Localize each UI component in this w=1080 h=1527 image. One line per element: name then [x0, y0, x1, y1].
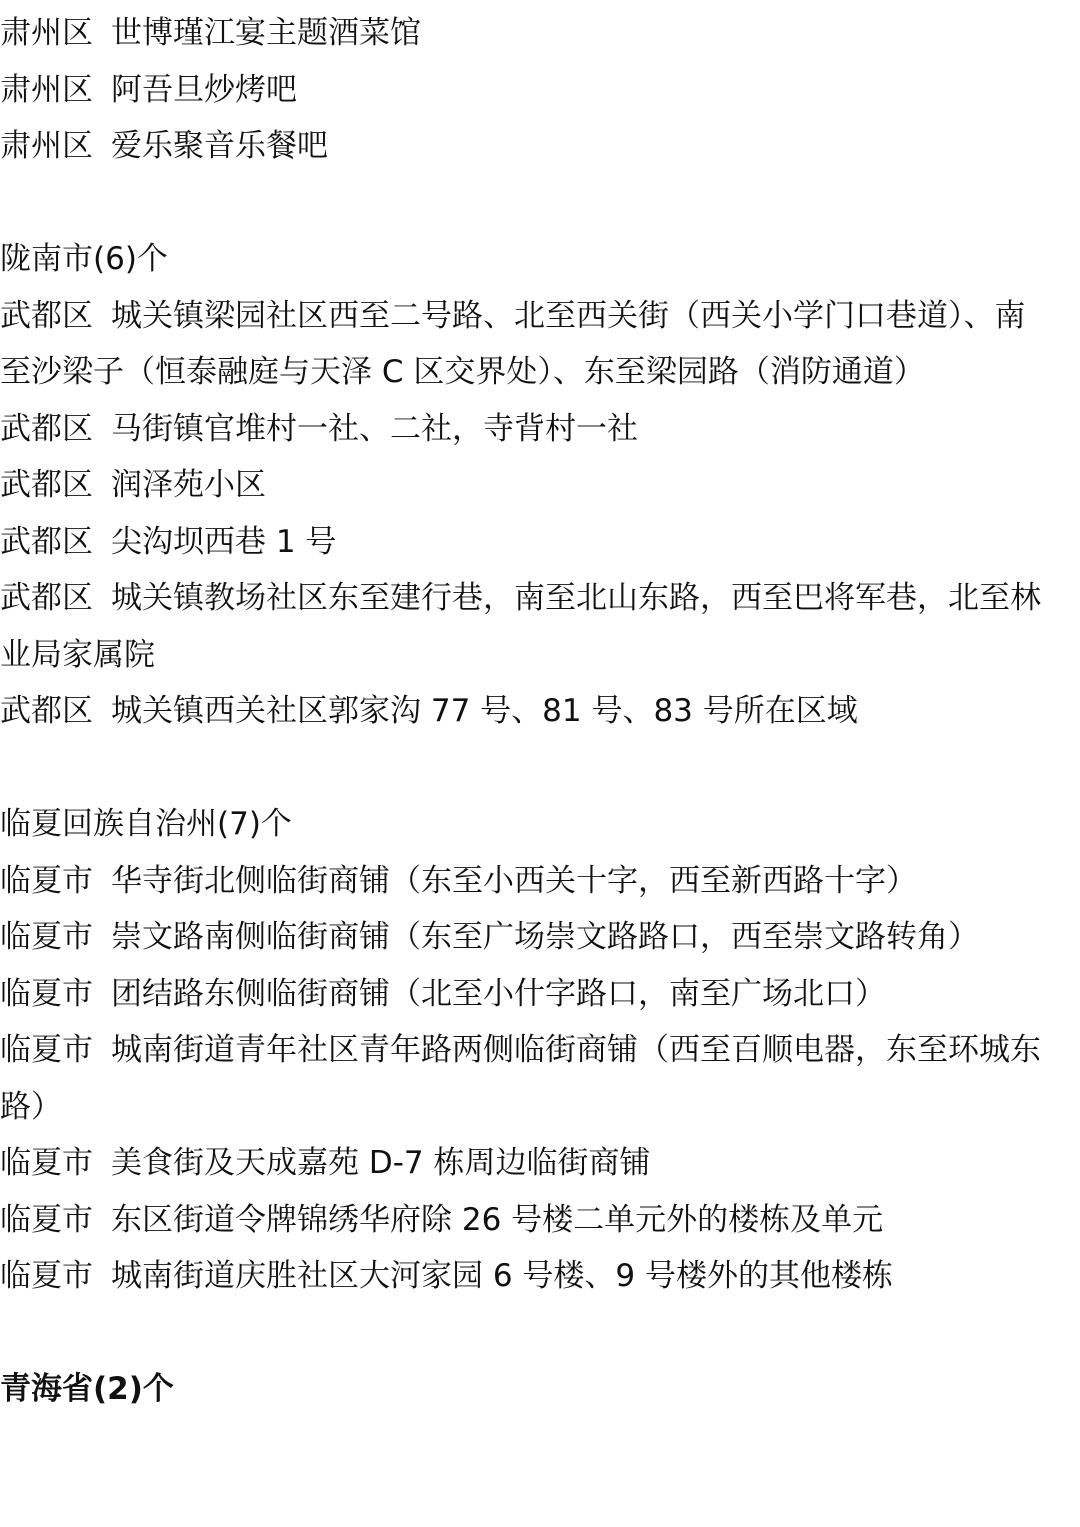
district-label: 临夏市 [0, 1201, 93, 1238]
place-label: 华寺街北侧临街商铺（东至小西关十字，西至新西路十字） [111, 862, 917, 899]
place-label: 城关镇梁园社区西至二号路、北至西关街（西关小学门口巷道）、南 [111, 297, 1026, 334]
list-item [0, 1135, 1080, 1192]
district-label: 临夏市 [0, 1145, 93, 1181]
list-item [0, 514, 1080, 571]
spacer [0, 1305, 1080, 1362]
list-item-continuation: 业局家属院 [0, 636, 155, 673]
district-label: 临夏市 [0, 1032, 93, 1068]
list-item [0, 288, 1080, 345]
list-item-continuation: 至沙梁子（恒泰融庭与天泽 C 区交界处）、东至梁园路（消防通道） [0, 354, 925, 390]
place-label: 崇文路南侧临街商铺（东至广场崇文路路口，西至崇文路转角） [111, 919, 979, 955]
list-item [0, 853, 1080, 910]
place-label: 团结路东侧临街商铺（北至小什字路口，南至广场北口） [111, 975, 886, 1012]
place-label: 阿吾旦炒烤吧 [111, 71, 297, 108]
district-label: 武都区 [0, 467, 93, 503]
list-item [0, 1022, 1080, 1079]
place-label: 城关镇教场社区东至建行巷，南至北山东路，西至巴将军巷，北至林 [111, 580, 1041, 616]
province-heading: 青海省(2)个 [0, 1371, 174, 1407]
section-heading: 临夏回族自治州(7)个 [0, 806, 292, 842]
list-item [0, 118, 1080, 175]
place-label: 马街镇官堆村一社、二社，寺背村一社 [111, 410, 638, 447]
place-label: 尖沟坝西巷 1 号 [111, 523, 337, 560]
district-label: 武都区 [0, 410, 93, 447]
place-label: 润泽苑小区 [111, 467, 266, 503]
district-label: 武都区 [0, 523, 93, 560]
spacer [0, 175, 1080, 232]
list-item [0, 1192, 1080, 1249]
district-label: 肃州区 [0, 15, 93, 51]
list-item [0, 1248, 1080, 1305]
list-item [0, 683, 1080, 740]
place-label: 东区街道令牌锦绣华府除 26 号楼二单元外的楼栋及单元 [111, 1201, 884, 1238]
district-label: 临夏市 [0, 1258, 93, 1294]
district-label: 武都区 [0, 693, 93, 729]
document-page [0, 5, 1080, 1418]
list-item-continuation: 路） [0, 1088, 62, 1125]
place-label: 城关镇西关社区郭家沟 77 号、81 号、83 号所在区域 [111, 693, 858, 729]
list-item [0, 401, 1080, 458]
district-label: 临夏市 [0, 975, 93, 1012]
district-label: 肃州区 [0, 128, 93, 164]
district-label: 肃州区 [0, 71, 93, 108]
list-item [0, 909, 1080, 966]
place-label: 城南街道庆胜社区大河家园 6 号楼、9 号楼外的其他楼栋 [111, 1258, 894, 1294]
place-label: 世博瑾江宴主题酒菜馆 [111, 15, 421, 51]
spacer [0, 740, 1080, 797]
list-item [0, 966, 1080, 1023]
place-label: 爱乐聚音乐餐吧 [111, 128, 328, 164]
place-label: 美食街及天成嘉苑 D-7 栋周边临街商铺 [111, 1145, 651, 1181]
district-label: 武都区 [0, 580, 93, 616]
section-heading: 陇南市(6)个 [0, 241, 168, 277]
district-label: 武都区 [0, 297, 93, 334]
district-label: 临夏市 [0, 862, 93, 899]
list-item [0, 457, 1080, 514]
place-label: 城南街道青年社区青年路两侧临街商铺（西至百顺电器，东至环城东 [111, 1032, 1041, 1068]
list-item [0, 570, 1080, 627]
list-item [0, 5, 1080, 62]
list-item [0, 62, 1080, 119]
district-label: 临夏市 [0, 919, 93, 955]
